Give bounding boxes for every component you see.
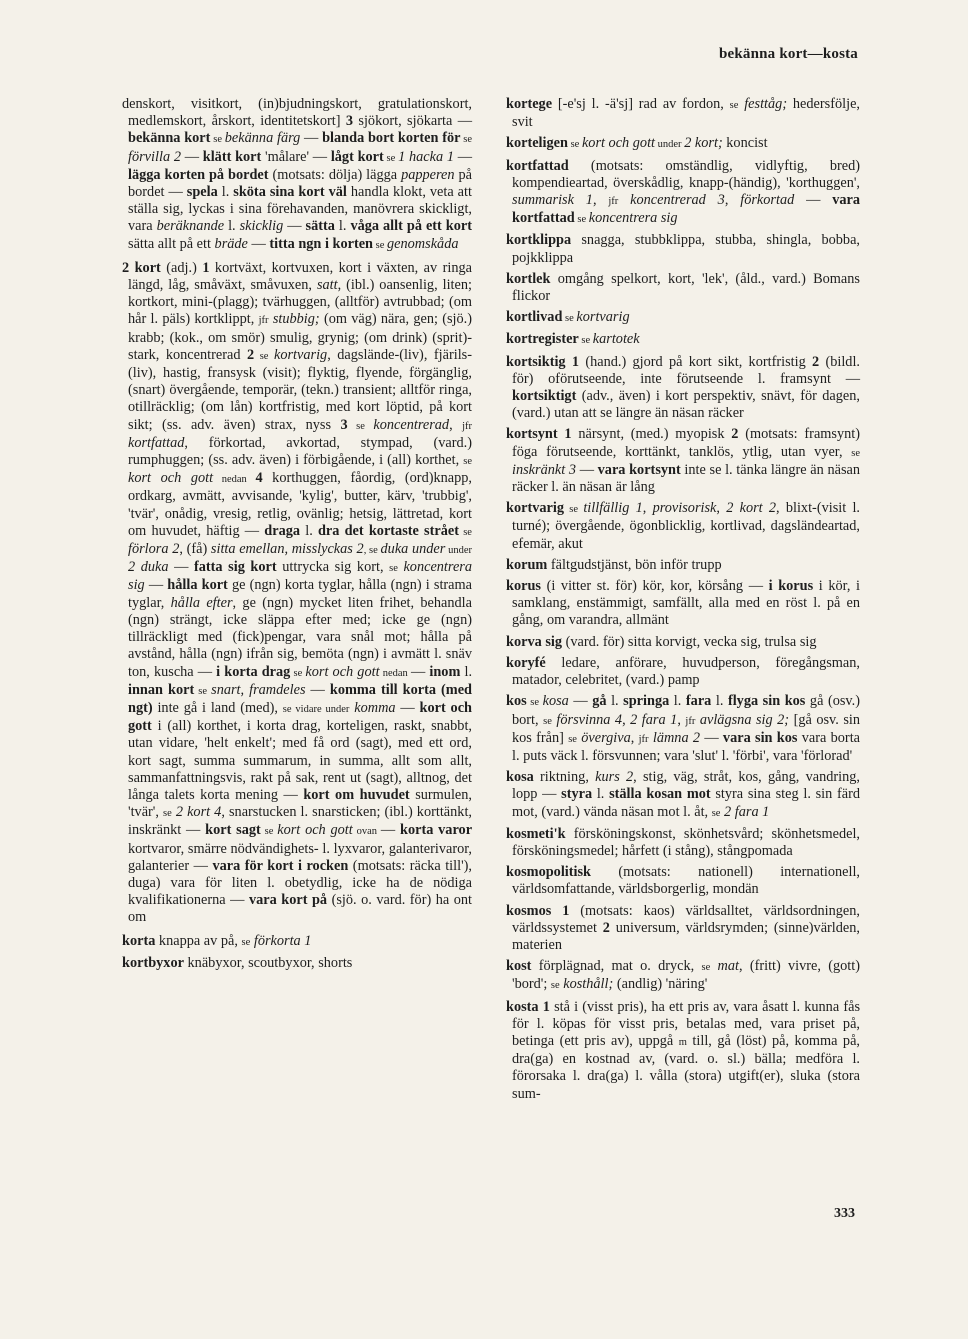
entry-text: (sjö. o. vard. för) ha ont om <box>128 892 472 926</box>
entry-text: riktning, <box>533 769 596 786</box>
headword: kortfattad <box>506 157 569 174</box>
entry-text: , <box>630 729 639 746</box>
entry-text: (adv., även) i kort perspektiv, snävt, för dagen, (vard.) utan att se längre än näsan räcker <box>512 388 860 422</box>
cross-reference: genomskåda <box>387 235 459 252</box>
entry-text: — <box>305 681 330 698</box>
headword: kort sagt <box>205 822 261 839</box>
dictionary-entry <box>506 769 860 822</box>
entry-text: omgång spelkort, kort, 'lek', (åld., vard.) Bomans flickor <box>512 270 860 305</box>
entry-text: , (fritt) vivre, (gott) 'bord'; <box>512 958 860 993</box>
entry-text: , <box>622 711 631 728</box>
headword: kosta <box>506 998 539 1015</box>
cross-reference: förvilla 2 <box>128 148 181 165</box>
entry-text: se <box>460 134 473 146</box>
entry-text: , blixt-(visit l. turné); övergående, ögonblicklig, kortlivad, dagsländeartad, efemär, akut <box>512 500 860 552</box>
entry-text: nedan <box>213 474 256 486</box>
entry-text: , <box>716 500 727 517</box>
entry-text: knäbyxor, scoutbyxor, shorts <box>183 954 353 971</box>
cross-reference: förlora 2 <box>128 541 180 558</box>
headword: kortsynt <box>506 426 558 443</box>
entry-text: gå (osv.) bort, <box>512 693 860 728</box>
cross-reference: kort och gott <box>277 822 353 839</box>
headword: 1 <box>202 259 210 276</box>
cross-reference: förkortad <box>740 192 795 209</box>
entry-text: se <box>347 420 374 432</box>
dictionary-entry <box>506 500 860 553</box>
entry-text: l. <box>669 693 686 710</box>
entry-text: — <box>568 693 593 710</box>
headword: titta ngn i korten <box>269 235 374 252</box>
dictionary-entry <box>122 260 472 927</box>
entry-text: — <box>180 148 203 165</box>
cross-reference: provisorisk <box>652 500 717 517</box>
entry-text: l. <box>592 786 610 803</box>
headword: 1 <box>542 998 550 1015</box>
entry-text: på bordet — <box>128 166 472 201</box>
headword: klätt kort <box>202 148 262 165</box>
entry-text: — <box>794 192 833 209</box>
entry-text: — <box>247 235 270 252</box>
entry-text: i kör, i samklang, enstämmigt, samfällt, alla med en röst l. på en gång, om varandra, allmänt <box>512 578 860 629</box>
entry-text: knappa av på, <box>155 932 242 949</box>
headword: kosmos <box>506 902 552 919</box>
headword: vara kort på <box>248 892 328 909</box>
entry-text: inte gå i land (med), <box>152 699 283 716</box>
entry-text: l. <box>334 218 351 235</box>
entry-text: se <box>210 134 225 146</box>
headword: i korta drag <box>216 663 291 680</box>
entry-text: [-e'sj l. -ä'sj] rad av fordon, <box>552 96 730 112</box>
headword: sätta <box>305 218 335 235</box>
headword: ställa kosan mot <box>609 786 711 803</box>
cross-reference: stubbig; <box>272 311 320 328</box>
entry-text: (bildl. för) oförutseende, inte förutseende l. framsynt — <box>512 353 861 387</box>
headword: kort och gott <box>128 699 472 735</box>
entry-text: fältgudstjänst, bön inför trupp <box>547 556 722 573</box>
entry-text: se <box>163 808 172 820</box>
dictionary-entry <box>506 96 860 131</box>
dictionary-entry <box>506 135 860 153</box>
dictionary-entry <box>506 999 860 1103</box>
cross-reference: 2 kort 2 <box>726 500 777 517</box>
cross-reference: 1 hacka 1 <box>398 148 454 165</box>
entry-text: närsynt, (med.) myopisk <box>571 426 732 443</box>
cross-reference: beräknande <box>156 218 225 235</box>
entry-text: universum, världsrymden; (sinne)världen, materien <box>512 919 860 953</box>
headword: korta varor <box>400 822 473 839</box>
headword: fara <box>685 693 712 710</box>
entry-text: se <box>543 715 552 727</box>
headword: kosmeti'k <box>506 825 566 842</box>
entry-text: stå i (visst pris), ha ett pris av, vara åsatt l. kunna fås för l. köpas för visst pris, betalas med, vara priset på, betinga (ett pris av), uppgå <box>512 998 861 1049</box>
headword: blanda bort korten för <box>322 130 461 147</box>
entry-text <box>618 192 630 208</box>
dictionary-entry <box>506 864 860 898</box>
cross-reference: kartotek <box>592 331 640 348</box>
dictionary-entry <box>506 309 860 327</box>
entry-text: (motsats: dölja) lägga <box>268 166 402 183</box>
entry-text: se <box>526 697 543 709</box>
entry-text: , (ibl.) oansenlig, liten; kortkort, mini-(plagg); tvärhuggen, (alltför) avtrubbad; (om hår l. päls) kortklippt, <box>128 277 472 328</box>
headword: korva sig <box>506 633 563 650</box>
cross-reference: 2 fara 1 <box>630 711 678 728</box>
entry-text: se <box>458 526 472 538</box>
cross-reference: kortvarig <box>273 346 328 363</box>
cross-reference: kosthåll; <box>563 976 614 993</box>
entry-text: se <box>711 807 721 819</box>
headword: kortsiktig <box>506 353 566 370</box>
entry-text: se <box>241 936 251 948</box>
entry-text: (om väg) nära, gen; (sjö.) krabb; (kok., om smör) smulig, grynig; (om drink) (sprit)-stark, koncentrerad <box>128 311 473 363</box>
page-number: 333 <box>834 1206 855 1221</box>
entry-text: ledare, anförare, huvudperson, föregångsman, matador, celebritet, (vard.) pamp <box>512 654 860 689</box>
dictionary-entry <box>122 933 472 951</box>
cross-reference: kortfattad <box>128 434 185 451</box>
entry-text: ovan <box>352 826 381 838</box>
headword: kortsiktigt <box>512 388 577 405</box>
cross-reference: övergiva <box>581 729 631 746</box>
cross-reference: komma <box>354 699 396 716</box>
entry-text: se <box>254 350 274 362</box>
cross-reference: bekänna färg <box>224 130 301 147</box>
headword: 1 <box>562 902 570 919</box>
entry-text: kortvaror, smärre nödvändighets- l. lyxvaror, galanterivaror, galanterier — <box>128 840 472 874</box>
entry-text: — <box>395 699 420 716</box>
headword: vara sin kos <box>722 729 798 746</box>
headword: bekänna kort <box>128 130 211 147</box>
entry-text: se <box>701 962 711 974</box>
entry-text: , stig, väg, stråt, kos, gång, vandring, lopp — <box>512 769 860 803</box>
entry-text: ge (ngn) korta tyglar, hålla (ngn) i strama tyglar, <box>128 577 472 611</box>
entry-text: , förkortad, avkortad, stympad, (vard.) rumphuggen; (ss. adv. även) i förbigående, i (all) korthet, <box>128 434 472 469</box>
cross-reference: snart, framdeles <box>211 681 306 698</box>
entry-text: — <box>453 148 473 165</box>
cross-reference: koncentrerad 3 <box>630 192 725 209</box>
entry-text: se vidare under <box>282 703 350 715</box>
entry-text: under <box>445 545 472 557</box>
entry-text: koncist <box>722 135 768 152</box>
headword: vara kortfattad <box>512 192 861 227</box>
entry-text: se <box>563 504 584 516</box>
headword: korus <box>506 578 541 595</box>
headword: innan kort <box>128 681 195 698</box>
entry-text: till, gå (löst) på, komma på, dra(ga) en kostnad av, (vard. o. sl.) bälla; medföra l. förorsaka l. dra(ga) l. vålla (stora) utgift(er), sluka (stora sum- <box>512 1032 860 1102</box>
cross-reference: 2 duka <box>128 559 169 576</box>
entry-text: nedan <box>379 667 411 679</box>
entry-text: se <box>194 685 212 697</box>
cross-reference: koncentrerad <box>373 416 450 433</box>
headword: hålla kort <box>167 577 228 594</box>
entry-text: jfr <box>685 715 696 727</box>
headword: 3 <box>345 113 353 130</box>
entry-text: förplägnad, mat o. dryck, <box>531 958 702 975</box>
entry-text: (vard. för) sitta korvigt, vecka sig, trulsa sig <box>562 633 817 650</box>
entry-text: l. <box>224 218 240 235</box>
headword: 3 <box>340 416 348 433</box>
entry-text: sjökort, sjökarta — <box>353 113 472 130</box>
entry-text: — <box>168 559 194 576</box>
entry-text: handla klokt, veta att ställa sig, lyckas i sina förehavanden, manövrera skickligt, vara <box>128 184 472 235</box>
entry-text: se <box>373 239 388 251</box>
headword: kortklippa <box>506 232 572 249</box>
cross-reference: tillfällig 1 <box>583 500 643 517</box>
cross-reference: kort och gott <box>305 663 380 680</box>
headword: kortege <box>506 96 553 112</box>
entry-text: jfr <box>608 196 619 208</box>
headword: kortbyxor <box>122 954 184 971</box>
cross-reference: försvinna 4 <box>556 711 623 728</box>
headword: lägga korten på bordet <box>128 166 269 183</box>
entry-text: (motsats: nationell) internationell, världsomfattande, världsborgerlig, mondän <box>512 864 860 898</box>
entry-text: under <box>655 139 685 151</box>
cross-reference: hålla efter <box>170 594 233 611</box>
entry-text: surmulen, 'tvär', <box>128 786 472 821</box>
entry-text: jfr <box>462 420 473 432</box>
entry-text: se <box>463 456 472 468</box>
entry-text: se <box>568 733 577 745</box>
entry-text: , dagslände-(liv), fjärils-(liv), hastig, fransysk (visit); flyktig, flyende, förgänglig, (snart) övergående, temporär, (tekn.) transient; alltför ringa, otillräcklig; (om lån) kortfristig, med kort löptid, på kort sikt; (ss. adv. även) strax, nyss <box>128 346 472 433</box>
entry-text: jfr <box>258 315 269 327</box>
headword: 2 <box>246 346 255 363</box>
cross-reference: avlägsna sig 2; <box>699 711 790 728</box>
entry-text: se <box>383 152 399 164</box>
entry-text: , <box>592 192 609 209</box>
entry-text: inte se l. tänka längre än näsan räcker l. än näsan är lång <box>512 461 860 496</box>
entry-text: l. <box>300 522 318 539</box>
entry-text: se <box>389 563 398 575</box>
dictionary-entry <box>506 578 860 630</box>
headword: 2 <box>731 426 739 443</box>
headword: 2 <box>602 919 610 936</box>
headword: 2 <box>812 353 820 370</box>
headword: korum <box>506 556 548 573</box>
entry-text: se <box>578 335 593 347</box>
entry-text: denskort, visitkort, (in)bjudningskort, gratulationskort, medlemskort, årskort, identitetskort] <box>122 96 472 130</box>
dictionary-entry <box>506 158 860 229</box>
entry-text: (motsats: kaos) världsalltet, världsordningen, världssystemet <box>512 902 860 936</box>
dictionary-entry <box>506 354 860 423</box>
cross-reference: satt <box>316 277 338 294</box>
headword: flyga sin kos <box>727 693 806 710</box>
left-column <box>122 96 472 976</box>
cross-reference: kort och gott <box>581 135 656 152</box>
entry-text: snagga, stubbklippa, stubba, shingla, bobba, pojkklippa <box>512 232 860 266</box>
headword: korta <box>122 932 156 949</box>
dictionary-entry <box>506 903 860 955</box>
dictionary-entry <box>122 96 472 254</box>
headword: kos <box>506 693 527 710</box>
headword: draga <box>264 522 301 539</box>
entry-text: , <box>449 416 463 433</box>
cross-reference: kort och gott <box>128 470 214 487</box>
headword: gå <box>592 693 607 710</box>
entry-text: se <box>260 826 278 838</box>
headword: koryfé <box>506 654 546 671</box>
cross-reference: sitta emellan, misslyckas 2 <box>210 541 364 558</box>
cross-reference: 2 kort 4 <box>175 804 222 821</box>
headword: dra det kortaste strået <box>317 522 459 539</box>
entry-text: kortväxt, kortvuxen, kort i växten, av ringa längd, låg, småväxt, småvuxen, <box>128 259 472 294</box>
entry-text: (motsats: framsynt) föga förutseende, korttänkt, tanklös, ytlig, utan vyer, <box>512 426 861 460</box>
dictionary-entry <box>506 557 860 574</box>
entry-text: (motsats: räcka till'), duga) vara för liten l. obetydlig, icke ha de nödiga kvalifikationerna — <box>128 857 472 909</box>
entry-text <box>710 958 717 974</box>
headword: i korus <box>768 578 814 595</box>
headword: kort om huvudet <box>303 786 410 803</box>
headword: spela <box>186 184 218 201</box>
cross-reference: kortvarig <box>576 309 630 326</box>
dictionary-entry <box>506 655 860 689</box>
dictionary-entry <box>506 634 860 651</box>
cross-reference: kosa <box>542 693 569 710</box>
headword: inom <box>429 663 461 680</box>
headword: kosmopolitisk <box>506 864 592 881</box>
entry-text: hedersfölje, svit <box>512 96 860 131</box>
entry-text: se <box>567 139 582 151</box>
headword: 4 <box>255 470 263 487</box>
entry-text: se <box>729 100 739 111</box>
entry-text: (hand.) gjord på kort sikt, kortfristig <box>579 353 813 370</box>
headword: lågt kort <box>330 148 384 165</box>
entry-text: [gå osv. sin kos från] <box>512 711 861 746</box>
dictionary-entry <box>506 958 860 994</box>
right-column <box>506 96 860 1107</box>
entry-text: , ge (ngn) mycket liten frihet, behandla (ngn) strängt, icke släppa efter med; icke ge (ngn) tillräckligt med (fick)pengar, vara snål mot; hålla på avstånd, hålla (ngn) ifrån sig, bemöta (ngn) i avmätt l. snäv ton, kuscha — <box>128 594 472 680</box>
entry-text: — <box>410 663 430 680</box>
headword: 1 <box>564 426 572 443</box>
cross-reference: lämna 2 <box>652 729 701 746</box>
entry-text <box>551 903 562 919</box>
headword: kosa <box>506 769 534 786</box>
entry-text: (adj.) <box>160 259 203 276</box>
dictionary-entry <box>506 331 860 349</box>
entry-text: (i vitter st. för) kör, kor, körsång — <box>540 578 769 595</box>
headword: kortregister <box>506 331 579 348</box>
cross-reference: festtåg; <box>744 96 788 112</box>
cross-reference: 2 fara 1 <box>724 803 770 820</box>
headword: korteligen <box>506 135 568 152</box>
cross-reference: mat <box>717 958 739 975</box>
cross-reference: summarisk 1 <box>512 192 593 209</box>
entry-text: se <box>851 447 860 459</box>
headword: 1 <box>571 353 580 370</box>
cross-reference: skicklig <box>239 218 284 235</box>
entry-text: , se <box>363 545 381 557</box>
entry-text: l. <box>606 693 624 710</box>
cross-reference: förkorta 1 <box>253 932 312 949</box>
entry-text: försköningskonst, skönhetsvård; skönhetsmedel, försköningsmedel; hårfett (i stång), stångpomada <box>512 825 860 859</box>
dictionary-entry <box>122 955 472 972</box>
entry-text: — <box>380 822 400 839</box>
entry-text: — <box>576 461 598 478</box>
entry-text: se <box>550 980 560 992</box>
headword: kortlek <box>506 270 551 287</box>
dictionary-entry <box>506 232 860 266</box>
entry-text: sätta allt på ett <box>128 235 215 252</box>
entry-text: — <box>700 729 723 746</box>
headword: vara kortsynt <box>597 461 681 478</box>
headword: styra <box>561 786 593 803</box>
entry-text: jfr <box>638 733 649 745</box>
entry-text: se <box>574 214 589 226</box>
headword: vara för kort i rocken <box>212 857 349 874</box>
dictionary-entry <box>506 271 860 305</box>
entry-text: — <box>144 577 168 594</box>
headword: sköta sina kort väl <box>233 184 347 201</box>
entry-text: uttrycka sig kort, <box>276 559 390 576</box>
entry-text: (motsats: omständlig, vidlyftig, bred) kompendieartad, överskådlig, knapp-(händig), 'korthuggen', <box>512 157 860 191</box>
cross-reference: koncentrera sig <box>128 559 472 594</box>
cross-reference: koncentrera sig <box>588 210 678 227</box>
entry-text: i (all) korthet, i korta drag, korteligen, raskt, snabbt, utan vidare, 'helt enkelt'; med få ord (sagt), med ett ord, kort sagt, summa summarum, in summa, allt som allt, sammanfattningsvis, rakt på sak, rent ut (sagt), alltnog, det långa talets korta mening — <box>128 718 472 803</box>
cross-reference: bräde <box>214 235 248 252</box>
entry-text: vara borta l. puts väck l. försvunnen; vara 'slut' l. 'förbi', vara 'förlorad' <box>512 729 861 764</box>
dictionary-entry <box>506 826 860 860</box>
entry-text: — <box>283 218 306 235</box>
headword: våga allt på ett kort <box>350 218 472 235</box>
entry-text: (andlig) 'näring' <box>613 976 708 993</box>
entry-text: 'målare' — <box>261 148 331 165</box>
headword: fatta sig kort <box>194 559 277 576</box>
cross-reference: 2 kort; <box>684 135 723 152</box>
entry-text: , <box>677 711 686 728</box>
headword: springa <box>623 693 670 710</box>
headword: kortlivad <box>506 309 563 326</box>
entry-text: , <box>724 192 741 209</box>
entry-text: styra sina steg l. sin färd mot, (vard.) vända näsan mot l. åt, <box>512 786 861 820</box>
headword: kortvarig <box>506 500 564 517</box>
cross-reference: inskränkt 3 <box>512 461 577 478</box>
headword: komma till korta (med ngt) <box>128 681 473 716</box>
headword: 2 kort <box>122 259 161 276</box>
cross-reference: duka under <box>380 541 446 558</box>
running-header: bekänna kort—kosta <box>718 46 858 62</box>
entry-text: se <box>290 667 306 679</box>
headword: kost <box>506 958 532 975</box>
entry-text: , (få) <box>179 541 211 558</box>
entry-text: korthuggen, fåordig, (ord)knapp, ordkarg, avmätt, avvisande, 'kylig', butter, kärv, 'trubbig', 'tvär', onådig, vresig, retlig, ovänlig; hetsig, lättretad, kort om huvudet, häftig — <box>128 470 472 539</box>
entry-text: m <box>678 1036 687 1048</box>
entry-text: , snarstucken l. snarsticken; (ibl.) korttänkt, inskränkt — <box>128 804 472 839</box>
entry-text: l. <box>711 693 728 710</box>
entry-text: , <box>642 500 653 517</box>
dictionary-entry <box>506 693 860 765</box>
entry-text: — <box>300 130 323 147</box>
dictionary-entry <box>506 426 860 496</box>
cross-reference: papperen <box>401 166 455 183</box>
cross-reference: kurs 2 <box>595 769 634 786</box>
entry-text: se <box>562 313 577 325</box>
entry-text: l. <box>217 184 234 201</box>
entry-text: l. <box>460 663 473 680</box>
